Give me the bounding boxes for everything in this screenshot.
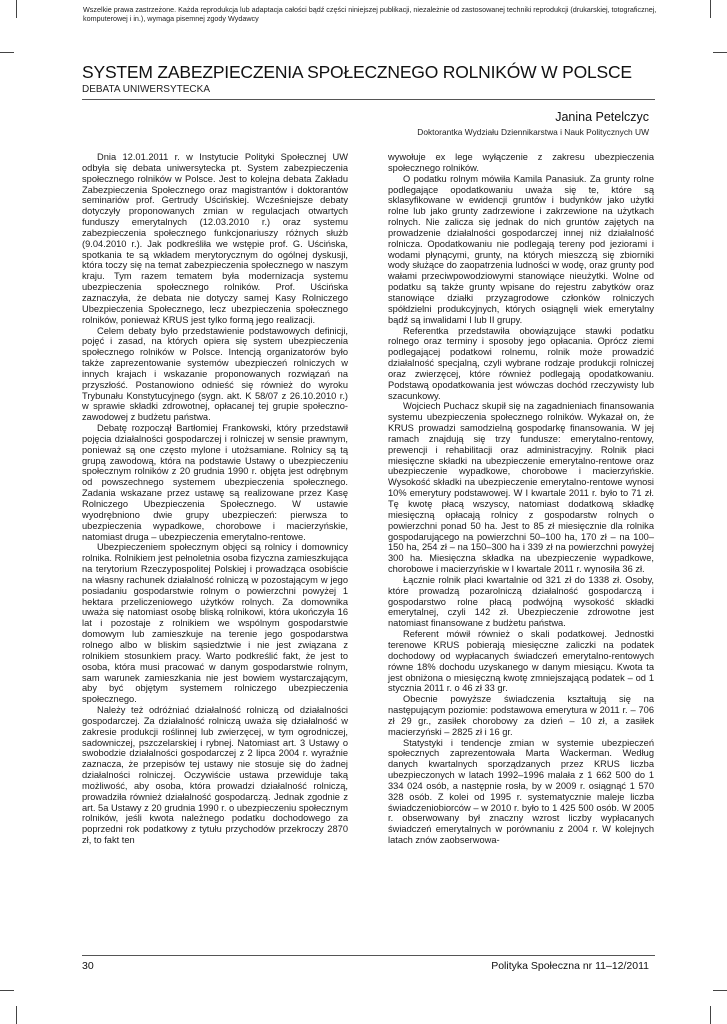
crop-mark bbox=[0, 990, 14, 991]
left-column bbox=[82, 152, 348, 846]
paragraph: Celem debaty było przedstawienie podstawowych definicji, pojęć i zasad, na których opiera się system ubezpieczenia społecznego rolników w Polsce. Intencją organizatorów było także zaprezentowanie systemów ubezpieczeń rolniczych w innych krajach i wskazanie proponowanych rozwiązań na przyszłość. Postanowiono odnieść się również do wyroku Trybunału Konstytucyjnego (sygn. akt. K 58/07 z 26.10.2010 r.) w sprawie składki zdrowotnej, opłacanej tej grupie społeczno-zawodowej z budżetu państwa. bbox=[82, 325, 348, 423]
crop-mark bbox=[0, 52, 14, 53]
article-subtitle: DEBATA UNIWERSYTECKA bbox=[82, 84, 210, 95]
crop-mark bbox=[710, 1006, 711, 1024]
paragraph: Dnia 12.01.2011 r. w Instytucie Polityki Społecznej UW odbyła się debata uniwersytecka pt. System zabezpieczenia społecznego rolników w Polsce. Jest to kolejna debata Zakładu Zabezpieczenia Społecznego oraz magistrantów i doktorantów seminariów prof. Gertrudy Uścińskiej. Wcześniejsze debaty dotyczyły proponowanych zmian w regulacjach otwartych funduszy emerytalnych (12.03.2010 r.) oraz systemu zabezpieczenia społecznego funkcjonariuszy różnych służb (9.04.2010 r.). Jak podkreśliła we wstępie prof. G. Uścińska, spotkania te są wkładem merytorycznym do ogólnej dyskusji, która toczy się na temat zabezpieczenia społecznego w naszym kraju. Tym razem tematem była modernizacja systemu ubezpieczenia społecznego rolników. Prof. Uścińska zaznaczyła, że debata nie dotyczy samej Kasy Rolniczego Ubezpieczenia Społecznego, lecz ubezpieczenia społecznego rolników, ponieważ KRUS jest tylko formą jego realizacji. bbox=[82, 152, 348, 325]
paragraph: Referentka przedstawiła obowiązujące stawki podatku rolnego oraz terminy i sposoby jego opłacania. Oprócz ziemi podlegającej podatkowi rolnemu, rolnik może prowadzić działalność specjalną, czyli wybrane rodzaje produkcji rolniczej oraz zwierzęcej, które również podlegają opodatkowaniu. Podstawą opodatkowania jest wówczas dochód rzeczywisty lub szacunkowy. bbox=[388, 325, 654, 401]
paragraph: O podatku rolnym mówiła Kamila Panasiuk. Za grunty rolne podlegające opodatkowaniu uważa się te, które są sklasyfikowane w ewidencji gruntów i budynków jako użytki rolne lub jako grunty zadrzewione i zakrzewione na użytkach rolnych. Nie zalicza się jednak do nich gruntów zajętych na prowadzenie działalności gospodarczej innej niż działalność rolnicza. Opodatkowaniu nie podlegają tereny pod jeziorami i wodami płynącymi, grunty, na których mieszczą się zbiorniki wody służące do zaopatrzenia ludności w wodę, oraz grunty pod wałami przeciwpowodziowymi stanowiące nieużytki. Wolne od podatku są także grunty wpisane do rejestru zabytków oraz stanowiące działki przyzagrodowe członków rolniczych spółdzielni produkcyjnych, których osiągnęli wiek emerytalny bądź są inwalidami I lub II grupy. bbox=[388, 173, 654, 325]
paragraph: Referent mówił również o skali podatkowej. Jednostki terenowe KRUS pobierają miesięczne zaliczki na podatek dochodowy od wypłacanych świadczeń emerytalno-rentowych równe 18% dochodu uzyskanego w danym miesiącu. Kwota ta jest obniżona o miesięczną kwotę zmniejszającą podatek – od 1 stycznia 2011 r. o 46 zł 33 gr. bbox=[388, 629, 654, 694]
right-column bbox=[388, 152, 654, 846]
footer-rule bbox=[82, 955, 655, 956]
page-number: 30 bbox=[82, 960, 94, 972]
paragraph: Statystyki i tendencje zmian w systemie ubezpieczeń społecznych zaprezentowała Marta Wackerman. Według danych kwartalnych sporządzanych przez KRUS liczba ubezpieczonych w latach 1992–1996 malała z 1 662 500 do 1 334 024 osób, a następnie rosła, by w 2009 r. osiągnąć 1 570 328 osób. Z kolei od 1995 r. systematycznie maleje liczba świadczeniobiorców – w 2010 r. było to 1 425 500 osób. W 2005 r. obserwowany był znaczny wzrost liczby wypłacanych świadczeń emerytalnych w porównaniu z 2004 r. W kolejnych latach znów zaobserwowa- bbox=[388, 737, 654, 846]
paragraph: Łącznie rolnik płaci kwartalnie od 321 zł do 1338 zł. Osoby, które prowadzą pozarolniczą działalność gospodarczą i gospodarstwo rolne płacą podwójną wysokość składki emerytalnej, czyli 142 zł. Ubezpieczenie zdrowotne jest natomiast finansowane z budżetu państwa. bbox=[388, 574, 654, 629]
paragraph: Debatę rozpoczął Bartłomiej Frankowski, który przedstawił pojęcia działalności gospodarczej i rolniczej w sensie prawnym, ponieważ są one często mylone i utożsamiane. Rolnicy są tą grupą zawodową, która na podstawie Ustawy o ubezpieczeniu społecznym rolników z 20 grudnia 1990 r. objęta jest odrębnym od powszechnego systemem ubezpieczenia społecznego. Zadania wskazane przez ustawę są realizowane przez Kasę Rolniczego Ubezpieczenia Społecznego. W ustawie wyodrębniono dwie grupy ubezpieczeń: pierwsza to ubezpieczenia wypadkowe, chorobowe i macierzyńskie, natomiast druga – ubezpieczenia emerytalno-rentowe. bbox=[82, 423, 348, 542]
author-affiliation: Doktorantka Wydziału Dziennikarstwa i Nauk Politycznych UW bbox=[417, 127, 649, 137]
crop-mark bbox=[710, 0, 711, 18]
title-rule bbox=[82, 99, 655, 100]
author-name: Janina Petelczyc bbox=[555, 110, 649, 124]
paragraph: Ubezpieczeniem społecznym objęci są rolnicy i domownicy rolnika. Rolnikiem jest pełnoletnia osoba fizyczna zamieszkująca na terytorium Rzeczypospolitej Polskiej i prowadząca osobiście na własny rachunek działalność rolniczą w pozostającym w jego posiadaniu gospodarstwie rolnym o powierzchni powyżej 1 hektara przeliczeniowego użytków rolnych. Za domownika uważa się natomiast osobę bliską rolnikowi, która ukończyła 16 lat i pozostaje z rolnikiem we wspólnym gospodarstwie domowym lub zamieszkuje na terenie jego gospodarstwa rolnego albo w bliskim sąsiedztwie i nie jest związana z rolnikiem stosunkiem pracy. Warto podkreślić fakt, że jest to osoba, która musi pracować w danym gospodarstwie rolnym, sam warunek zamieszkania nie jest bowiem wystarczającym, aby być objętym systemem rolniczego ubezpieczenia społecznego. bbox=[82, 542, 348, 705]
crop-mark bbox=[16, 0, 17, 18]
paragraph: wywołuje ex lege wyłączenie z zakresu ubezpieczenia społecznego rolników. bbox=[388, 152, 654, 173]
crop-mark bbox=[713, 990, 727, 991]
copyright-notice: Wszelkie prawa zastrzeżone. Każda reprodukcja lub adaptacja całości bądź części niniejszej publikacji, niezależnie od zastosowanej techniki reprodukcji (drukarskiej, totograficznej, komputerowej i in.), wymaga pisemnej zgody Wydawcy bbox=[83, 5, 657, 23]
paragraph: Obecnie powyższe świadczenia kształtują się na następującym poziomie: podstawowa emerytura w 2011 r. – 706 zł 29 gr., zasiłek chorobowy za dzień – 10 zł, a zasiłek macierzyński – 2825 zł i 16 gr. bbox=[388, 694, 654, 737]
crop-mark bbox=[16, 1006, 17, 1024]
paragraph: Należy też odróżniać działalność rolniczą od działalności gospodarczej. Za działalność rolniczą uważa się działalność w zakresie produkcji roślinnej lub zwierzęcej, w tym ogrodniczej, sadowniczej, pszczelarskiej i rybnej. Natomiast art. 3 Ustawy o swobodzie działalności gospodarczej z 2 lipca 2004 r. wyraźnie zaznacza, że przepisów tej ustawy nie stosuje się do żadnej działalności rolniczej. Oczywiście ustawa przewiduje taką możliwość, aby osoba, która prowadzi działalność rolniczą, prowadziła również działalność gospodarczą. Jednak zgodnie z art. 5a Ustawy z 20 grudnia 1990 r. o ubezpieczeniu społecznym rolników, jeśli kwota należnego podatku dochodowego za poprzedni rok podatkowy z tytułu przychodów przekroczy 2870 zł, to fakt ten bbox=[82, 705, 348, 846]
journal-name: Polityka Społeczna nr 11–12/2011 bbox=[491, 960, 649, 972]
crop-mark bbox=[713, 52, 727, 53]
article-title: SYSTEM ZABEZPIECZENIA SPOŁECZNEGO ROLNIKÓW W POLSCE bbox=[82, 62, 632, 82]
paragraph: Wojciech Puchacz skupił się na zagadnieniach finansowania systemu ubezpieczenia społecznego rolników. Wykazał on, że KRUS prowadzi samodzielną gospodarkę finansowania. W jej ramach znajdują się trzy fundusze: emerytalno-rentowy, prewencji i rehabilitacji oraz administracyjny. Rolnik płaci miesięczne składki na ubezpieczenie emerytalno-rentowe oraz ubezpieczenie wypadkowe, chorobowe i macierzyńskie. Wysokość składki na ubezpieczenie emerytalno-rentowe wynosi 10% emerytury podstawowej. W I kwartale 2011 r. było to 71 zł. Tę kwotę płacą wszyscy, natomiast dodatkową składkę miesięczną opłacają rolnicy z gospodarstw rolnych o powierzchni ponad 50 ha. Jest to 85 zł miesięcznie dla rolnika gospodarującego na powierzchni 50–100 ha, 170 zł – na 100–150 ha, 254 zł – na 150–300 ha i 339 zł na powierzchni powyżej 300 ha. Miesięczna składka na ubezpieczenie wypadkowe, chorobowe i macierzyńskie w I kwartale 2011 r. wynosiła 36 zł. bbox=[388, 401, 654, 575]
